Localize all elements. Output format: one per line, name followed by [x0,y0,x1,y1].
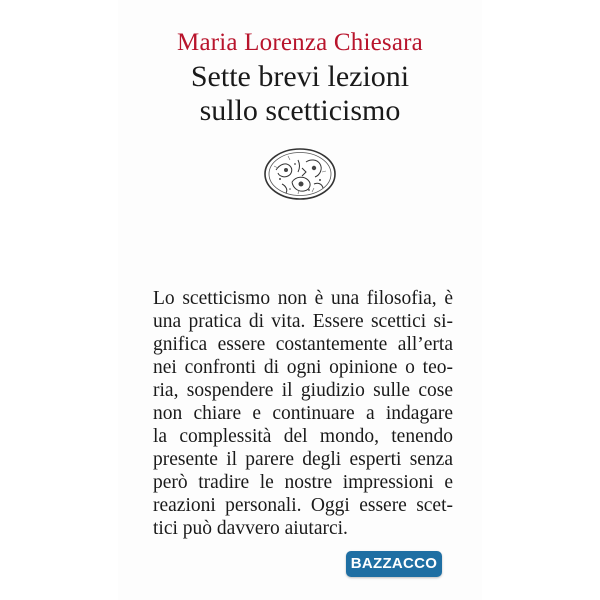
book-title [0,60,600,128]
title-line: sullo scetticismo [199,94,401,127]
store-badge[interactable]: BAZZACCO [346,551,442,577]
blurb-line: ria, sospendere il giudizio sulle cose [153,380,453,401]
blurb-line: Lo scetticismo non è una filosofia, è [153,288,453,309]
blurb-line: però tradire le nostre impressioni e [153,472,453,493]
blurb-line: non chiare e continuare a indagare [153,403,453,424]
title-line: Sette brevi lezioni [190,60,410,93]
author-name: Maria Lorenza Chiesara [177,29,423,56]
blurb-line: reazioni personali. Oggi essere scet- [153,495,453,516]
blurb-line: nei confronti di ogni opinione o teo- [153,357,453,378]
publisher-emblem-icon [262,146,338,202]
blurb-line: la complessità del mondo, tenendo [153,426,453,447]
blurb-line: tici può davvero aiutarci. [153,518,348,539]
blurb-line: gnifica essere costantemente all’erta [153,334,453,355]
blurb-line: una pratica di vita. Essere scettici si- [153,311,453,332]
blurb-line: presente il parere degli esperti senza [153,449,453,470]
back-cover-blurb [153,287,453,540]
